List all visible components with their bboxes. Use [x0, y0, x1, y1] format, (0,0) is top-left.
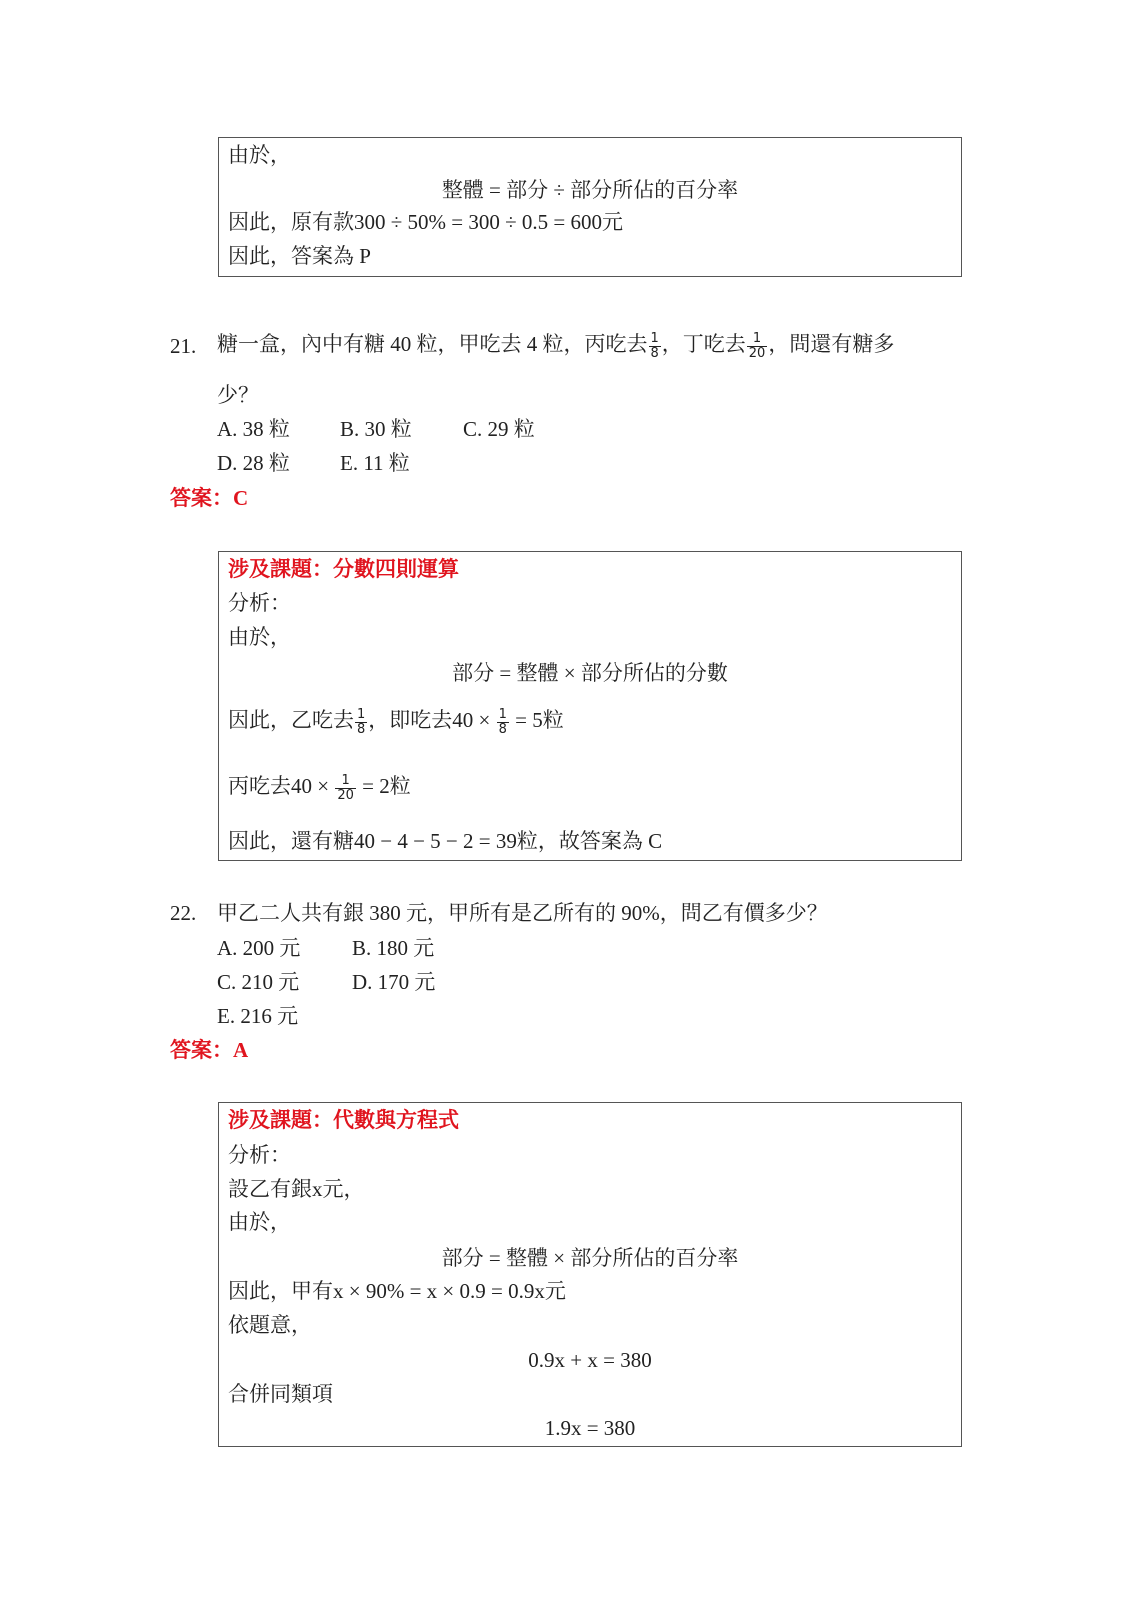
equation-1: 0.9x + x = 380 — [528, 1348, 652, 1372]
calc-line-bing: 丙吃去40 × $\frac{1}{20}$ = 2粒 — [228, 773, 411, 803]
q21-text-b: ，丁吃去 — [661, 332, 746, 356]
analysis-label: 分析： — [228, 1143, 291, 1167]
since-line: 由於， — [228, 625, 291, 649]
question-number-21: 21. — [170, 334, 197, 358]
option-b: B. 180 元 — [352, 936, 435, 960]
solution-box-22 — [218, 1102, 962, 1447]
analysis-label: 分析： — [228, 591, 291, 615]
option-a: A. 38 粒 — [217, 417, 290, 441]
question-text-21 — [217, 326, 894, 362]
option-a: A. 200 元 — [217, 936, 301, 960]
calc-line-yi: 因此，乙吃去 $\frac{1}{8}$ ，即吃去40 × $\frac{1}{8}$ = 5粒 — [228, 707, 564, 737]
calc-line: 因此，原有款300 ÷ 50% = 300 ÷ 0.5 = 600元 — [228, 210, 623, 234]
option-c: C. 210 元 — [217, 970, 300, 994]
fraction-one-eighth: $\frac{1}{8}$ — [650, 331, 659, 361]
option-b: B. 30 粒 — [340, 417, 412, 441]
solution-box-21 — [218, 551, 962, 861]
question-text-22: 甲乙二人共有銀 380 元，甲所有是乙所有的 90%，問乙有價多少？ — [217, 901, 828, 925]
formula-line: 部分 = 整體 × 部分所佔的分數 — [452, 661, 728, 685]
equation-2: 1.9x = 380 — [544, 1416, 636, 1440]
topic-title: 涉及課題：分數四則運算 — [228, 557, 459, 581]
option-c: C. 29 粒 — [463, 417, 535, 441]
since-line: 由於， — [228, 143, 291, 167]
fraction-one-eighth: $\frac{1}{8}$ — [357, 707, 366, 737]
since-line: 由於， — [228, 1210, 291, 1234]
topic-title: 涉及課題：代數與方程式 — [228, 1108, 459, 1132]
q21-text-a: 糖一盒，內中有糖 40 粒，甲吃去 4 粒，丙吃去 — [217, 332, 648, 356]
formula-line: 整體 = 部分 ÷ 部分所佔的百分率 — [441, 178, 739, 202]
question-number-22: 22. — [170, 901, 197, 925]
answer-line: 因此，答案為 P — [228, 244, 371, 268]
combine-like-terms: 合併同類項 — [228, 1382, 333, 1406]
answer-21: 答案：C — [170, 486, 249, 510]
let-line: 設乙有銀x元， — [228, 1177, 365, 1201]
calc-line-jia: 因此，甲有x × 90% = x × 0.9 = 0.9x元 — [228, 1279, 566, 1303]
solution-box-20 — [218, 137, 962, 277]
formula-line: 部分 = 整體 × 部分所佔的百分率 — [441, 1246, 739, 1270]
conclusion-line: 因此，還有糖40 − 4 − 5 − 2 = 39粒，故答案為 C — [228, 829, 663, 853]
option-e: E. 11 粒 — [340, 451, 410, 475]
per-question-line: 依題意， — [228, 1313, 312, 1337]
option-d: D. 28 粒 — [217, 451, 290, 475]
question-text-21-cont: 少？ — [217, 383, 259, 407]
q21-text-c: ，問還有糖多 — [768, 332, 895, 356]
fraction-one-eighth-2: $\frac{1}{8}$ — [498, 707, 507, 737]
option-d: D. 170 元 — [352, 970, 436, 994]
fraction-one-twentieth: $\frac{1}{20}$ — [748, 331, 766, 361]
answer-22: 答案：A — [170, 1038, 249, 1062]
fraction-one-twentieth: $\frac{1}{20}$ — [337, 773, 354, 803]
option-e: E. 216 元 — [217, 1004, 299, 1028]
